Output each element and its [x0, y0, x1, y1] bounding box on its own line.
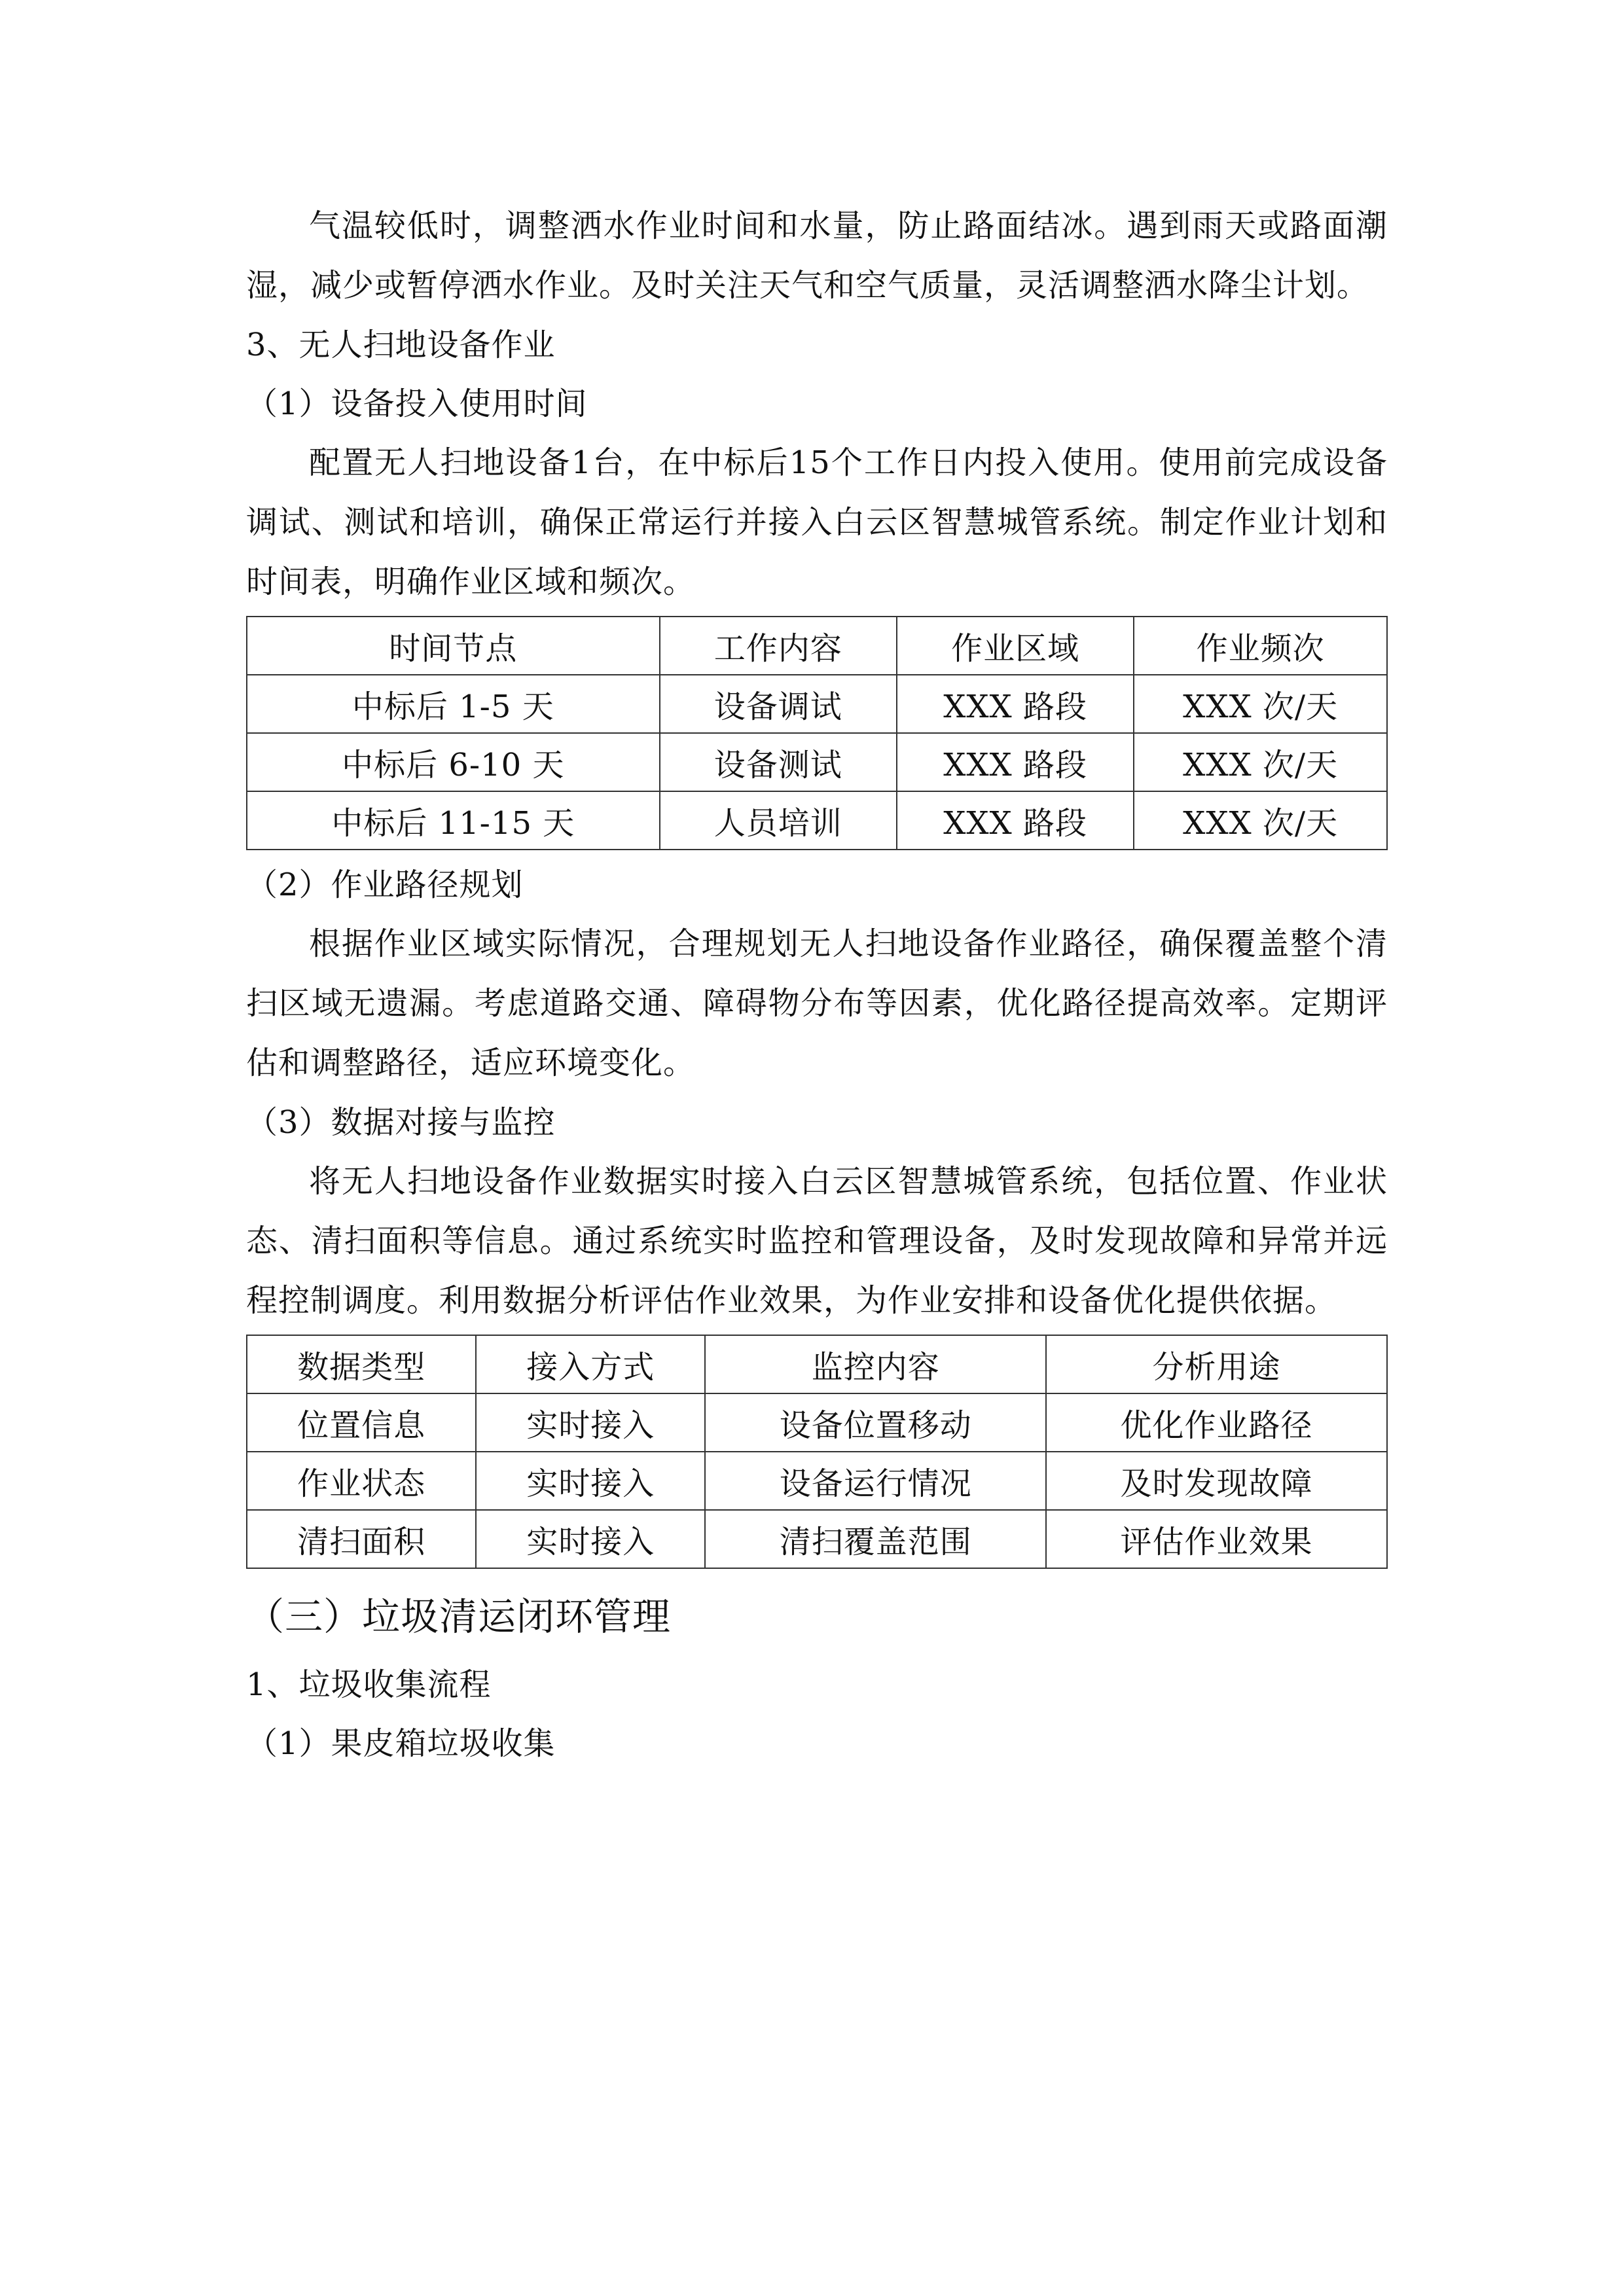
- table-cell: 实时接入: [476, 1393, 705, 1452]
- table-cell: XXX 次/天: [1134, 733, 1387, 791]
- table-cell: 评估作业效果: [1046, 1510, 1387, 1568]
- table-cell: XXX 路段: [897, 675, 1134, 733]
- table-header-cell: 监控内容: [705, 1335, 1046, 1393]
- subheading-deploy-time: （1）设备投入使用时间: [246, 386, 588, 422]
- table-header-cell: 分析用途: [1046, 1335, 1387, 1393]
- table-cell: 设备运行情况: [705, 1452, 1046, 1510]
- data-integration-table: [246, 1335, 1388, 1569]
- table-cell: XXX 路段: [897, 733, 1134, 791]
- document-page: [246, 196, 1388, 1773]
- table-header-cell: 接入方式: [476, 1335, 705, 1393]
- table-cell: 清扫覆盖范围: [705, 1510, 1046, 1568]
- paragraph-data-monitoring: 将无人扫地设备作业数据实时接入白云区智慧城管系统，包括位置、作业状态、清扫面积等信息。通过系统实时监控和管理设备，及时发现故障和异常并远程控制调度。利用数据分析评估作业效果，为作业安排和设备优化提供依据。: [246, 1163, 1388, 1319]
- heading-waste-collection: 1、垃圾收集流程: [246, 1666, 492, 1703]
- paragraph-sprinkling-weather: 气温较低时，调整洒水作业时间和水量，防止路面结冰。遇到雨天或路面潮湿，减少或暂停洒水作业。及时关注天气和空气质量，灵活调整洒水降尘计划。: [246, 207, 1388, 304]
- table-row: [247, 733, 1387, 791]
- table-header-cell: 数据类型: [247, 1335, 476, 1393]
- paragraph-route-planning: 根据作业区域实际情况，合理规划无人扫地设备作业路径，确保覆盖整个清扫区域无遗漏。考虑道路交通、障碍物分布等因素，优化路径提高效率。定期评估和调整路径，适应环境变化。: [246, 925, 1388, 1081]
- table-cell: XXX 次/天: [1134, 675, 1387, 733]
- table-header-cell: 作业区域: [897, 617, 1134, 675]
- table-row: [247, 1452, 1387, 1510]
- table-header-row: [247, 1335, 1387, 1393]
- schedule-table: [246, 616, 1388, 850]
- table-cell: XXX 路段: [897, 791, 1134, 850]
- table-cell: 设备位置移动: [705, 1393, 1046, 1452]
- heading-unmanned-sweeper: 3、无人扫地设备作业: [246, 327, 556, 363]
- table-cell: 人员培训: [660, 791, 897, 850]
- paragraph-deploy-time: 配置无人扫地设备1台，在中标后15个工作日内投入使用。使用前完成设备调试、测试和培训，确保正常运行并接入白云区智慧城管系统。制定作业计划和时间表，明确作业区域和频次。: [246, 444, 1388, 600]
- table-cell: 设备测试: [660, 733, 897, 791]
- table-cell: 中标后 11-15 天: [247, 791, 660, 850]
- table-cell: 作业状态: [247, 1452, 476, 1510]
- subheading-fruit-box-collection: （1）果皮箱垃圾收集: [246, 1725, 556, 1762]
- table-cell: 清扫面积: [247, 1510, 476, 1568]
- table-row: [247, 1393, 1387, 1452]
- subheading-data-monitoring: （3）数据对接与监控: [246, 1104, 556, 1141]
- table-cell: 实时接入: [476, 1452, 705, 1510]
- table-header-cell: 作业频次: [1134, 617, 1387, 675]
- table-cell: 中标后 6-10 天: [247, 733, 660, 791]
- table-cell: 设备调试: [660, 675, 897, 733]
- table-row: [247, 1510, 1387, 1568]
- table-header-row: [247, 617, 1387, 675]
- subheading-route-planning: （2）作业路径规划: [246, 867, 524, 903]
- table-cell: 及时发现故障: [1046, 1452, 1387, 1510]
- table-cell: 优化作业路径: [1046, 1393, 1387, 1452]
- table-header-cell: 工作内容: [660, 617, 897, 675]
- table-cell: 中标后 1-5 天: [247, 675, 660, 733]
- table-row: [247, 675, 1387, 733]
- table-row: [247, 791, 1387, 850]
- table-header-cell: 时间节点: [247, 617, 660, 675]
- table-cell: 位置信息: [247, 1393, 476, 1452]
- section-heading-waste-transport: （三）垃圾清运闭环管理: [246, 1594, 672, 1639]
- table-cell: 实时接入: [476, 1510, 705, 1568]
- table-cell: XXX 次/天: [1134, 791, 1387, 850]
